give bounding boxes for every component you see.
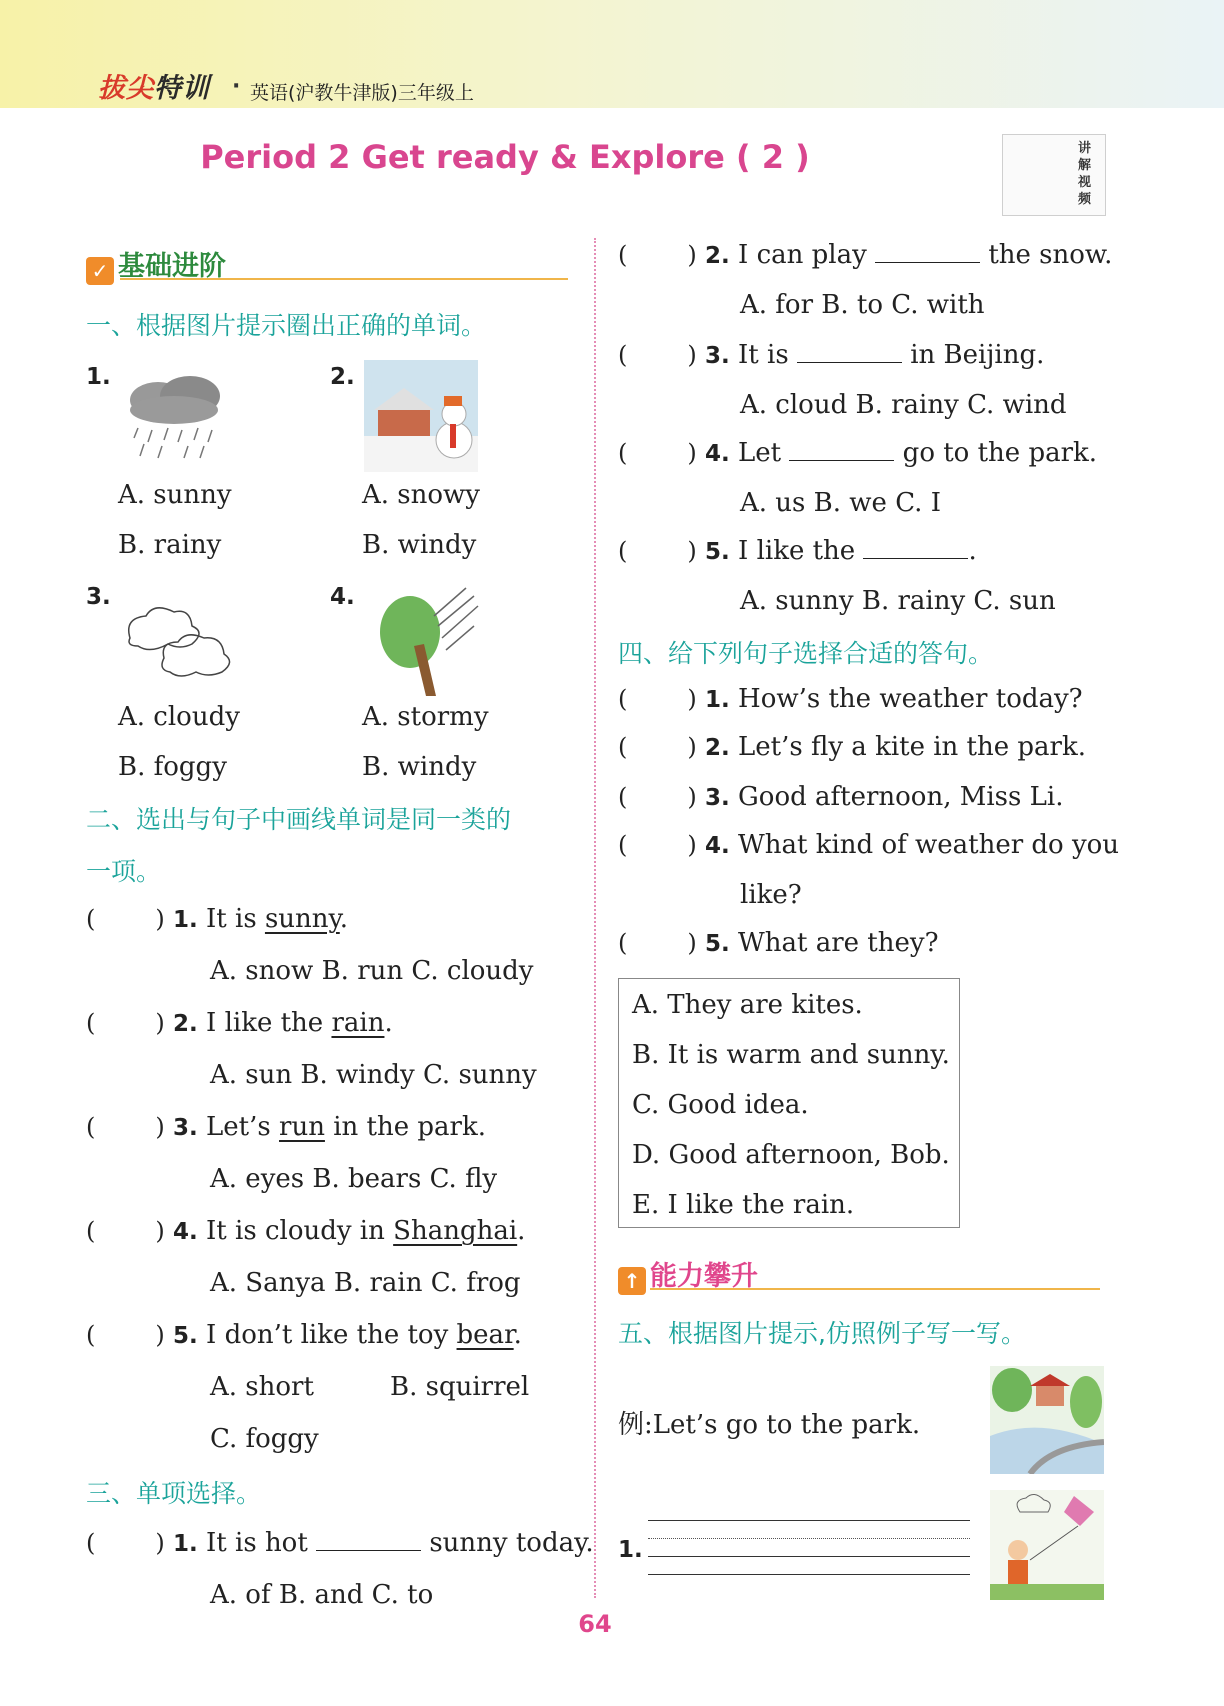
p3-q2: ( ) 2. I can play the snow. xyxy=(618,240,1113,270)
p1-item3-opt-a[interactable]: A. cloudy xyxy=(118,702,240,732)
p1-item3-num: 3. xyxy=(86,584,111,610)
book-subject: 英语(沪教牛津版)三年级上 xyxy=(250,82,474,104)
p2-q1: ( ) 1. It is sunny. xyxy=(86,904,349,934)
p4-q2: ( ) 2. Let’s fly a kite in the park. xyxy=(618,732,1086,762)
kite-flying-picture xyxy=(990,1490,1104,1600)
p1-item1-num: 1. xyxy=(86,364,111,390)
p1-item2-opt-b[interactable]: B. windy xyxy=(362,530,477,560)
p1-item4-num: 4. xyxy=(330,584,355,610)
p3-q1-options[interactable]: A. of B. and C. to xyxy=(210,1580,434,1610)
p2-q3-options[interactable]: A. eyes B. bears C. fly xyxy=(210,1164,498,1194)
p2-q2-options[interactable]: A. sun B. windy C. sunny xyxy=(210,1060,537,1090)
climbing-figure-icon: ↑ xyxy=(618,1267,646,1295)
p3-q4-blank[interactable] xyxy=(789,438,894,461)
p1-item3-opt-b[interactable]: B. foggy xyxy=(118,752,227,782)
writing-line-top[interactable] xyxy=(648,1520,970,1521)
p1-item2-num: 2. xyxy=(330,364,355,390)
p1-item4-opt-a[interactable]: A. stormy xyxy=(362,702,489,732)
p3-q4: ( ) 4. Let go to the park. xyxy=(618,438,1098,468)
section-basic-heading: ✓ 基础进阶 xyxy=(86,244,226,285)
video-label: 讲解视频 xyxy=(1078,141,1092,207)
p2-q2: ( ) 2. I like the rain. xyxy=(86,1008,393,1038)
p2-q3: ( ) 3. Let’s run in the park. xyxy=(86,1112,486,1142)
p3-q1: ( ) 1. It is hot sunny today. xyxy=(86,1528,594,1558)
writing-line-base[interactable] xyxy=(648,1556,970,1557)
p3-q3-blank[interactable] xyxy=(797,340,902,363)
answer-e: E. I like the rain. xyxy=(632,1190,855,1220)
header-separator: · xyxy=(232,74,241,99)
park-picture xyxy=(990,1366,1104,1474)
p4-q5: ( ) 5. What are they? xyxy=(618,928,939,958)
p2-q5-opt-c[interactable]: C. foggy xyxy=(210,1424,319,1454)
part4-title: 四、给下列句子选择合适的答句。 xyxy=(618,639,994,668)
section-basic-underline xyxy=(120,278,568,280)
answer-b: B. It is warm and sunny. xyxy=(632,1040,950,1070)
part5-title: 五、根据图片提示,仿照例子写一写。 xyxy=(618,1319,1026,1348)
rain-cloud-icon xyxy=(118,370,238,462)
writing-line-bottom[interactable] xyxy=(648,1574,970,1575)
p1-item4-opt-b[interactable]: B. windy xyxy=(362,752,477,782)
writing-line-mid[interactable] xyxy=(648,1538,970,1539)
part3-title: 三、单项选择。 xyxy=(86,1479,262,1508)
p3-q5-blank[interactable] xyxy=(863,536,968,559)
part1-title: 一、根据图片提示圈出正确的单词。 xyxy=(86,311,487,340)
cloudy-icon xyxy=(120,598,240,678)
page-title: Period 2 Get ready & Explore ( 2 ) xyxy=(200,138,810,176)
qr-code-icon xyxy=(1013,145,1073,205)
answer-d: D. Good afternoon, Bob. xyxy=(632,1140,950,1170)
p3-q5: ( ) 5. I like the . xyxy=(618,536,977,566)
p2-q4: ( ) 4. It is cloudy in Shanghai. xyxy=(86,1216,526,1246)
answer-a: A. They are kites. xyxy=(632,990,863,1020)
p3-q4-options[interactable]: A. us B. we C. I xyxy=(740,488,941,518)
section-ability-underline xyxy=(650,1288,1100,1290)
p1-item2-opt-a[interactable]: A. snowy xyxy=(362,480,480,510)
column-divider xyxy=(594,238,596,1598)
p1-item1-opt-a[interactable]: A. sunny xyxy=(118,480,232,510)
p3-q2-options[interactable]: A. for B. to C. with xyxy=(740,290,985,320)
p5-example: 例:Let’s go to the park. xyxy=(618,1410,921,1440)
p3-q3-options[interactable]: A. cloud B. rainy C. wind xyxy=(740,390,1067,420)
section-ability-heading: ↑ 能力攀升 xyxy=(618,1254,758,1295)
p4-q1: ( ) 1. How’s the weather today? xyxy=(618,684,1083,714)
p2-q1-options[interactable]: A. snow B. run C. cloudy xyxy=(210,956,534,986)
p3-q1-blank[interactable] xyxy=(316,1528,421,1551)
part2-title-line2: 一项。 xyxy=(86,857,162,886)
p2-q5: ( ) 5. I don’t like the toy bear. xyxy=(86,1320,522,1350)
answer-c: C. Good idea. xyxy=(632,1090,809,1120)
part2-title-line1: 二、选出与句子中画线单词是同一类的 xyxy=(86,805,512,834)
p3-q5-options[interactable]: A. sunny B. rainy C. sun xyxy=(740,586,1056,616)
running-figure-icon: ✓ xyxy=(86,257,114,285)
snowman-house-icon xyxy=(364,360,478,472)
brand-logo: 拔尖特训 xyxy=(98,73,210,104)
p2-q5-opt-b[interactable]: B. squirrel xyxy=(390,1372,530,1402)
p5-num1: 1. xyxy=(618,1537,643,1563)
p4-q3: ( ) 3. Good afternoon, Miss Li. xyxy=(618,782,1064,812)
p3-q2-blank[interactable] xyxy=(875,240,980,263)
page-number: 64 xyxy=(578,1610,612,1638)
p2-q4-options[interactable]: A. Sanya B. rain C. frog xyxy=(210,1268,521,1298)
p3-q3: ( ) 3. It is in Beijing. xyxy=(618,340,1045,370)
windy-tree-icon xyxy=(374,586,480,698)
p1-item1-opt-b[interactable]: B. rainy xyxy=(118,530,222,560)
p2-q5-opt-a[interactable]: A. short xyxy=(210,1372,314,1402)
p4-q4-line2: like? xyxy=(740,880,802,910)
p4-q4: ( ) 4. What kind of weather do you xyxy=(618,830,1120,860)
